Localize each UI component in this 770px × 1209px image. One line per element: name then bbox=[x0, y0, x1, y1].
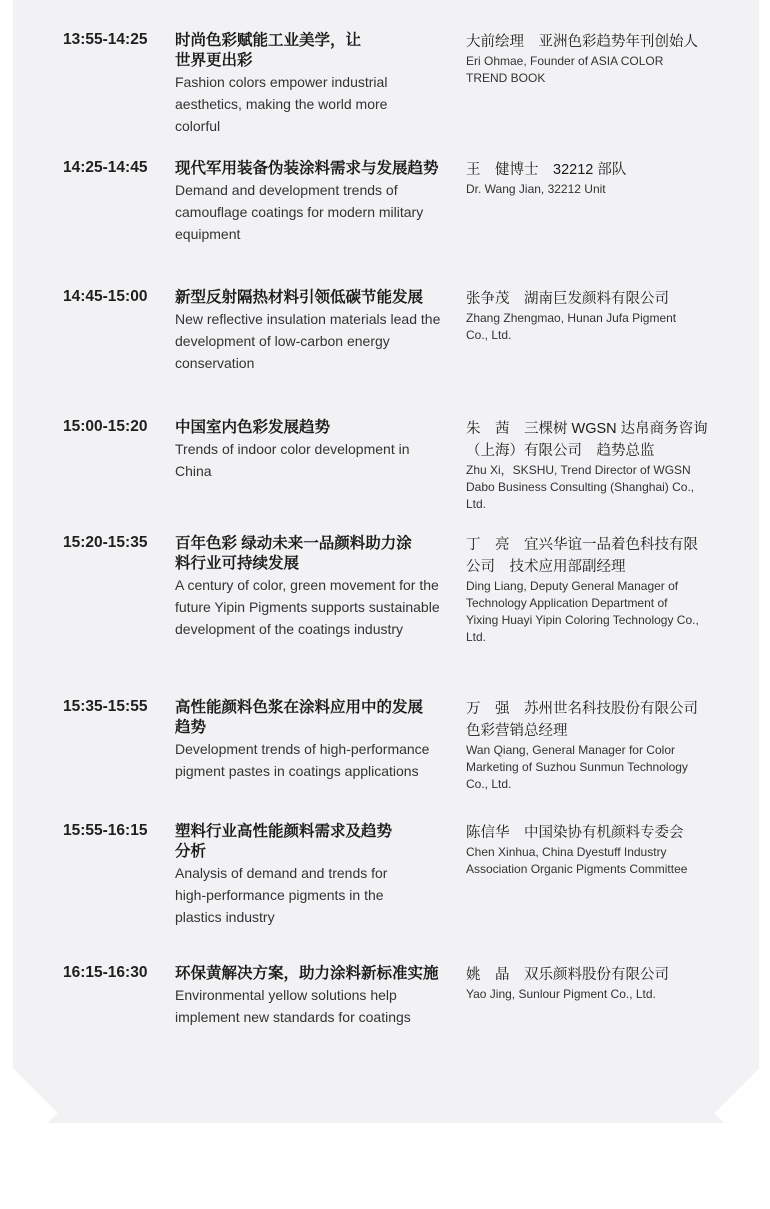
session-speaker bbox=[466, 822, 716, 878]
session-speaker bbox=[466, 534, 716, 646]
session-time: 14:45-15:00 bbox=[63, 288, 148, 305]
session-time: 15:20-15:35 bbox=[63, 534, 148, 551]
session-topic bbox=[175, 698, 455, 782]
topic-english: A century of color, green movement for the future Yipin Pigments supports sustainable development of the coatings industry bbox=[175, 577, 440, 637]
speaker-chinese: 丁 亮 宜兴华谊一品着色科技有限公司 技术应用部副经理 bbox=[466, 537, 698, 575]
session-time: 15:00-15:20 bbox=[63, 418, 148, 435]
session-time: 15:55-16:15 bbox=[63, 822, 148, 839]
session-topic bbox=[175, 31, 455, 137]
topic-english: New reflective insulation materials lead the development of low-carbon energy conservation bbox=[175, 311, 441, 371]
session-time: 13:55-14:25 bbox=[63, 31, 148, 48]
topic-chinese: 中国室内色彩发展趋势 bbox=[175, 419, 331, 436]
speaker-english: Ding Liang, Deputy General Manager of Technology Application Department of Yixing Huayi Yipin Coloring Technology Co., Ltd. bbox=[466, 579, 699, 644]
session-topic bbox=[175, 288, 455, 374]
session-time: 14:25-14:45 bbox=[63, 159, 148, 176]
speaker-chinese: 朱 茜 三棵树 WGSN 达帛商务咨询（上海）有限公司 趋势总监 bbox=[466, 421, 708, 459]
speaker-english: Wan Qiang, General Manager for Color Marketing of Suzhou Sunmun Technology Co., Ltd. bbox=[466, 743, 688, 791]
session-speaker bbox=[466, 418, 716, 513]
topic-english: Demand and development trends of camouflage coatings for modern military equipment bbox=[175, 182, 424, 242]
topic-english: Analysis of demand and trends for high-performance pigments in the plastics industry bbox=[175, 865, 388, 925]
topic-chinese: 环保黄解决方案，助力涂料新标准实施 bbox=[175, 965, 439, 982]
session-speaker bbox=[466, 288, 716, 344]
topic-english: Fashion colors empower industrial aesthetics, making the world more colorful bbox=[175, 74, 388, 134]
speaker-english: Yao Jing, Sunlour Pigment Co., Ltd. bbox=[466, 987, 656, 1001]
session-speaker bbox=[466, 698, 716, 793]
topic-chinese: 现代军用装备伪装涂料需求与发展趋势 bbox=[175, 160, 439, 177]
session-speaker bbox=[466, 31, 716, 87]
topic-english: Trends of indoor color development in China bbox=[175, 441, 410, 479]
topic-chinese: 高性能颜料色浆在涂料应用中的发展趋势 bbox=[175, 699, 424, 736]
speaker-chinese: 王 健博士 32212 部队 bbox=[466, 162, 627, 178]
session-topic bbox=[175, 822, 455, 928]
session-speaker bbox=[466, 964, 716, 1003]
speaker-chinese: 姚 晶 双乐颜料股份有限公司 bbox=[466, 967, 669, 983]
speaker-english: Dr. Wang Jian, 32212 Unit bbox=[466, 182, 606, 196]
topic-chinese: 百年色彩 绿动未来一品颜料助力涂料行业可持续发展 bbox=[175, 535, 412, 572]
topic-english: Environmental yellow solutions help implement new standards for coatings bbox=[175, 987, 411, 1025]
speaker-english: Zhu Xi，SKSHU, Trend Director of WGSN Dabo Business Consulting (Shanghai) Co., Ltd. bbox=[466, 463, 695, 511]
session-time: 15:35-15:55 bbox=[63, 698, 148, 715]
speaker-chinese: 大前绘理 亚洲色彩趋势年刊创始人 bbox=[466, 34, 698, 50]
session-topic bbox=[175, 159, 455, 245]
session-topic bbox=[175, 534, 455, 640]
agenda-card bbox=[13, 0, 759, 1123]
session-time: 16:15-16:30 bbox=[63, 964, 148, 981]
speaker-chinese: 张争茂 湖南巨发颜料有限公司 bbox=[466, 291, 669, 307]
session-topic bbox=[175, 964, 455, 1028]
session-speaker bbox=[466, 159, 716, 198]
session-topic bbox=[175, 418, 455, 482]
topic-chinese: 时尚色彩赋能工业美学，让世界更出彩 bbox=[175, 32, 362, 69]
topic-english: Development trends of high-performance pigment pastes in coatings applications bbox=[175, 741, 430, 779]
speaker-chinese: 万 强 苏州世名科技股份有限公司色彩营销总经理 bbox=[466, 701, 698, 739]
speaker-chinese: 陈信华 中国染协有机颜料专委会 bbox=[466, 825, 684, 841]
topic-chinese: 塑料行业高性能颜料需求及趋势分析 bbox=[175, 823, 393, 860]
topic-chinese: 新型反射隔热材料引领低碳节能发展 bbox=[175, 289, 424, 306]
speaker-english: Chen Xinhua, China Dyestuff Industry Association Organic Pigments Committee bbox=[466, 845, 688, 876]
speaker-english: Zhang Zhengmao, Hunan Jufa Pigment Co., Ltd. bbox=[466, 311, 677, 342]
speaker-english: Eri Ohmae, Founder of ASIA COLOR TREND BOOK bbox=[466, 54, 664, 85]
